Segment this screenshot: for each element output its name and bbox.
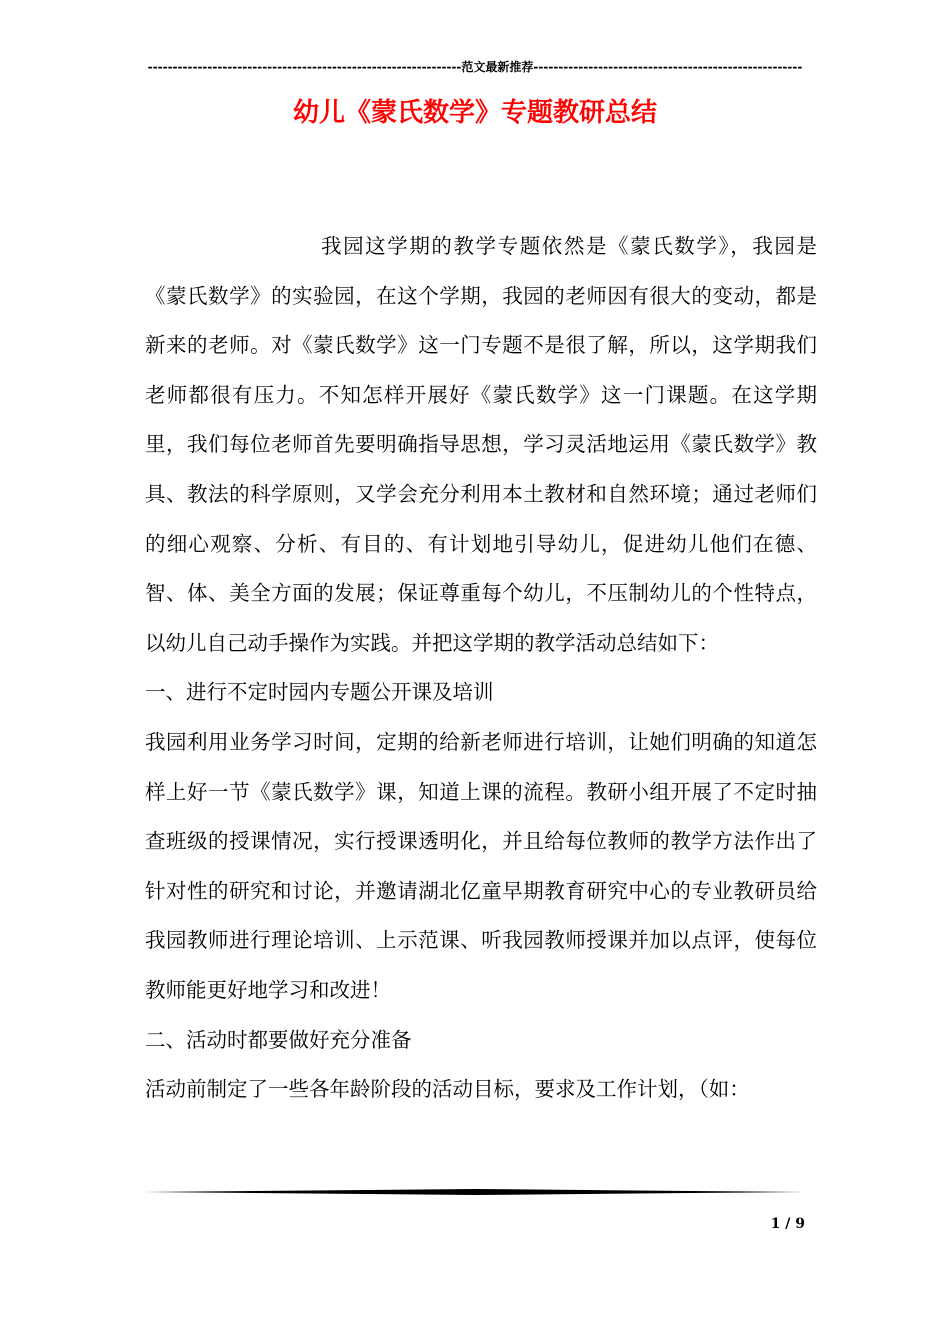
document-body [145, 222, 817, 1115]
section-heading-2: 二、活动时都要做好充分准备 [145, 1027, 412, 1052]
paragraph-intro: 我园这学期的教学专题依然是《蒙氏数学》，我园是《蒙氏数学》的实验园，在这个学期，我园的老师因有很大的变动，都是新来的老师。对《蒙氏数学》这一门专题不是很了解，所以，这学期我们老师都很有压力。不知怎样开展好《蒙氏数学》这一门课题。在这学期里，我们每位老师首先要明确指导思想，学习灵活地运用《蒙氏数学》教具、教法的科学原则，又学会充分利用本土教材和自然环境；通过老师们的细心观察、分析、有目的、有计划地引导幼儿，促进幼儿他们在德、智、体、美全方面的发展；保证尊重每个幼儿，不压制幼儿的个性特点，以幼儿自己动手操作为实践。并把这学期的教学活动总结如下： [145, 234, 817, 655]
header-banner: ---------------------------------------------------------------范文最新推荐------------------------------------------------------ [147, 60, 803, 74]
paragraph-section-2: 活动前制定了一些各年龄阶段的活动目标，要求及工作计划，（如： [145, 1077, 750, 1102]
document-title: 幼儿《蒙氏数学》专题教研总结 [292, 98, 657, 128]
footer-divider [145, 1189, 805, 1195]
page-number: 1 / 9 [770, 1216, 805, 1232]
section-heading-1: 一、进行不定时园内专题公开课及培训 [145, 680, 494, 705]
paragraph-section-1: 我园利用业务学习时间，定期的给新老师进行培训，让她们明确的知道怎样上好一节《蒙氏数学》课，知道上课的流程。教研小组开展了不定时抽查班级的授课情况，实行授课透明化，并且给每位教师的教学方法作出了针对性的研究和讨论，并邀请湖北亿童早期教育研究中心的专业教研员给我园教师进行理论培训、上示范课、听我园教师授课并加以点评，使每位教师能更好地学习和改进！ [145, 729, 817, 1002]
